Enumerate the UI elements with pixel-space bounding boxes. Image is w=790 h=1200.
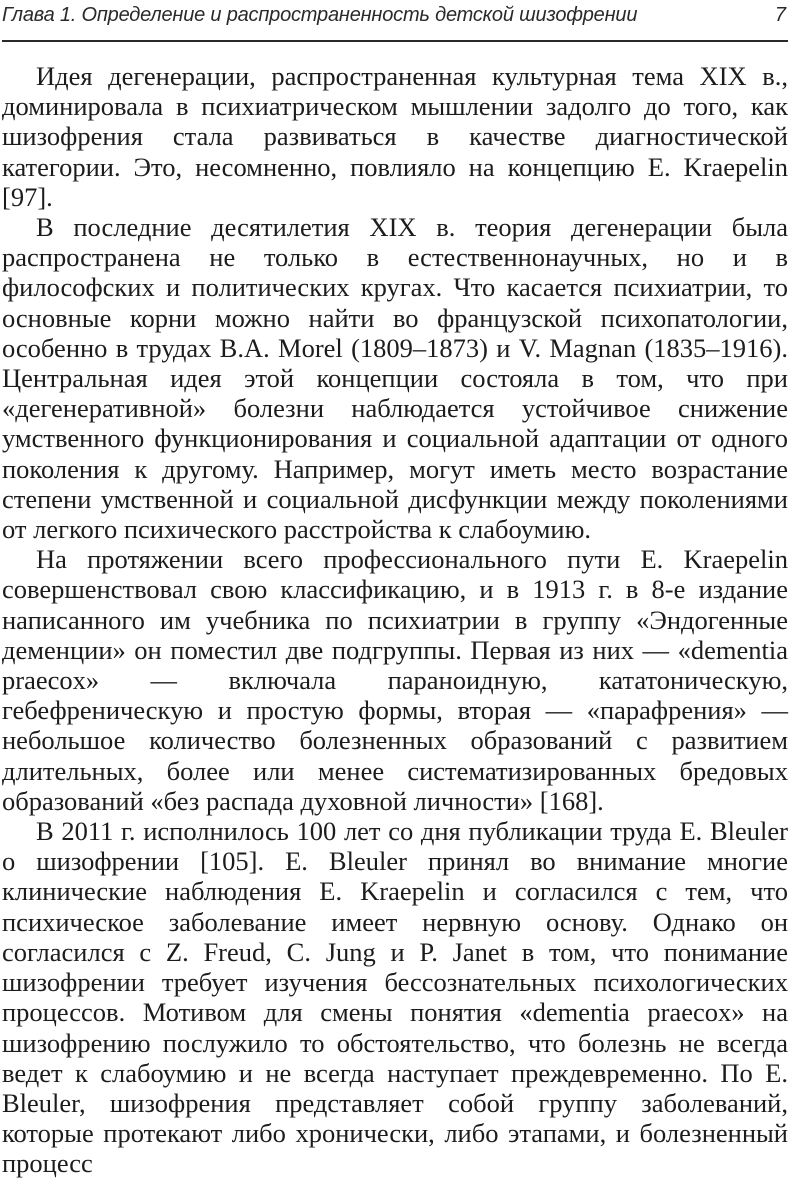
paragraph: Идея дегенерации, распространенная культурная тема XIX в., доминировала в психиатрическом мышлении задолго до того, как шизофрения стала развиваться в качестве диагностической категории. Это, несомненно, повлияло на концепцию E. Kraepelin [97].: [2, 61, 788, 212]
chapter-title: Глава 1. Определение и распространенность детской шизофрении: [2, 4, 638, 26]
page-number: 7: [774, 4, 786, 26]
paragraph: В последние десятилетия XIX в. теория дегенерации была распространена не только в естественнонаучных, но и в философских и политических кругах. Что касается психиатрии, то основные корни можно найти во французской психопатологии, особенно в трудах B.A. Morel (1809–1873) и V. Magnan (1835–1916). Центральная идея этой концепции состояла в том, что при «дегенеративной» болезни наблюдается устойчивое снижение умственного функционирования и социальной адаптации от одного поколения к другому. Например, могут иметь место возрастание степени умственной и социальной дисфункции между поколениями от легкого психического расстройства к слабоумию.: [2, 212, 788, 545]
body-text: [2, 61, 788, 1179]
running-header: [2, 0, 788, 42]
paragraph: На протяжении всего профессионального пути E. Kraepelin совершенствовал свою классификацию, и в 1913 г. в 8-е издание написанного им учебника по психиатрии в группу «Эндогенные деменции» он поместил две подгруппы. Первая из них — «dementia praecox» — включала параноидную, кататоническую, гебефреническую и простую формы, вторая — «парафрения» — небольшое количество болезненных образований с развитием длительных, более или менее систематизированных бредовых образований «без распада духовной личности» [168].: [2, 544, 788, 816]
paragraph: В 2011 г. исполнилось 100 лет со дня публикации труда E. Bleuler о шизофрении [105]. E. Bleuler принял во внимание многие клинические наблюдения E. Kraepelin и согласился с тем, что психическое заболевание имеет нервную основу. Однако он согласился с Z. Freud, C. Jung и P. Janet в том, что понимание шизофрении требует изучения бессознательных психологических процессов. Мотивом для смены понятия «dementia praecox» на шизофрению послужило то обстоятельство, что болезнь не всегда ведет к слабоумию и не всегда наступает преждевременно. По E. Bleuler, шизофрения представляет собой группу заболеваний, которые протекают либо хронически, либо этапами, и болезненный процесс: [2, 816, 788, 1179]
